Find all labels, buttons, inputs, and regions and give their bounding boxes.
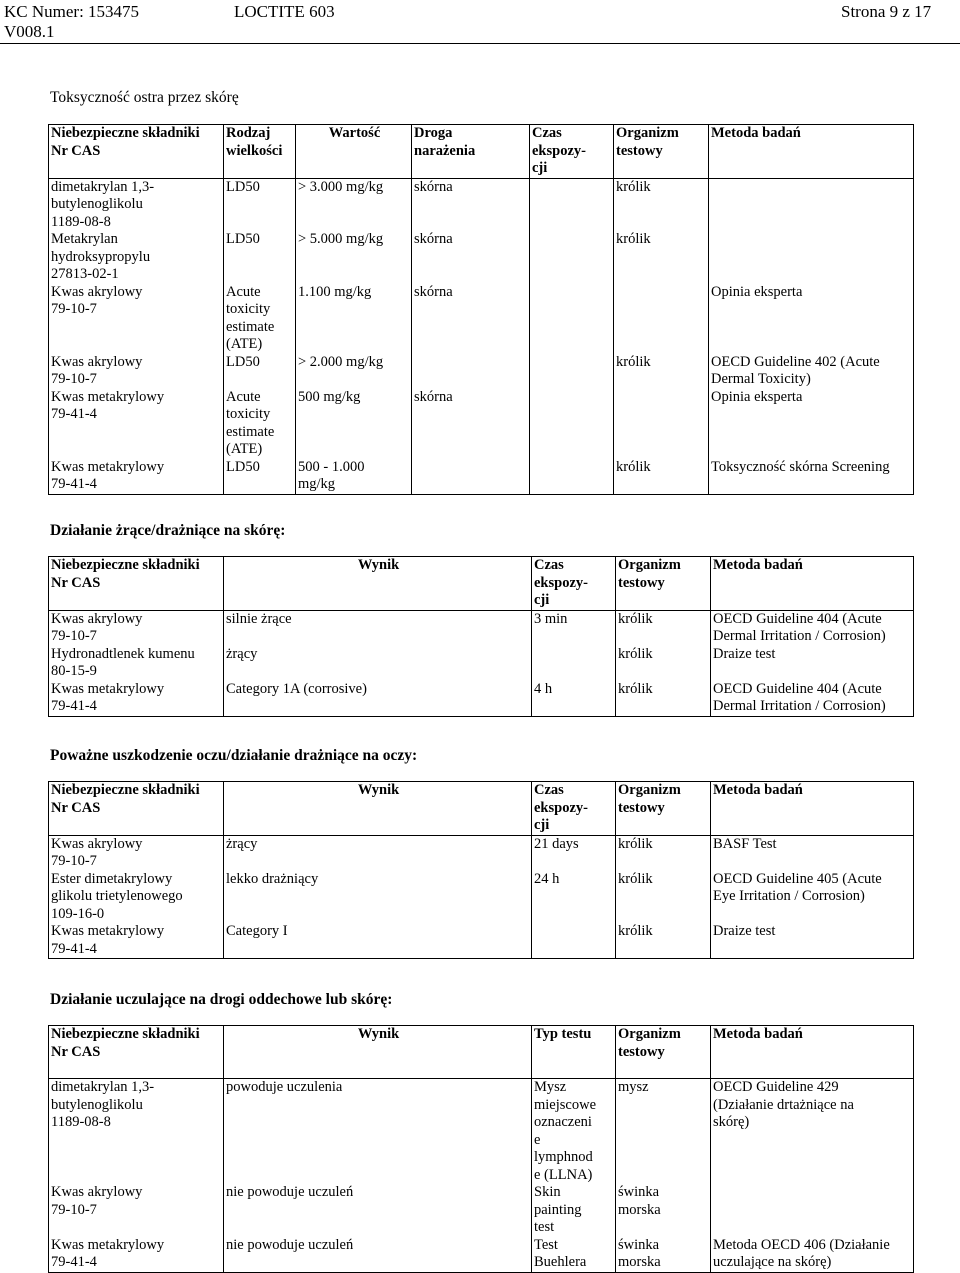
cell	[532, 646, 616, 681]
cell: Kwas metakrylowy 79-41-4	[49, 923, 224, 959]
cell: królik	[616, 681, 711, 717]
cell: Metoda OECD 406 (Działanie uczulające na skórę)	[711, 1237, 914, 1273]
cell: LD50	[224, 178, 296, 231]
cell: BASF Test	[711, 835, 914, 871]
cell: silnie żrące	[224, 610, 532, 646]
header-cell: Czas ekspozy- cji	[530, 125, 614, 179]
header-cell: Metoda badań	[711, 782, 914, 836]
cell: Kwas akrylowy 79-10-7	[49, 354, 224, 389]
cell: powoduje uczulenia	[224, 1079, 532, 1185]
cell	[530, 459, 614, 495]
cell: królik	[616, 871, 711, 924]
header-divider	[0, 43, 960, 44]
cell: królik	[616, 646, 711, 681]
cell: królik	[614, 459, 709, 495]
product-name: LOCTITE 603	[234, 2, 335, 21]
kc-number: KC Numer: 153475	[4, 2, 140, 21]
cell: Metakrylan hydroksypropylu 27813-02-1	[49, 231, 224, 284]
table-row	[49, 646, 914, 681]
header-cell: Typ testu	[532, 1026, 616, 1079]
cell	[709, 178, 914, 231]
header-cell: Metoda badań	[711, 557, 914, 611]
cell: Mysz miejscowe oznaczeni e lymphnod e (LLNA)	[532, 1079, 616, 1185]
header-cell: Organizm testowy	[616, 782, 711, 836]
cell: Acute toxicity estimate (ATE)	[224, 389, 296, 459]
cell: > 2.000 mg/kg	[296, 354, 412, 389]
cell	[530, 231, 614, 284]
header-cell: Rodzaj wielkości	[224, 125, 296, 179]
cell: skórna	[412, 389, 530, 459]
cell: królik	[614, 178, 709, 231]
cell: Kwas akrylowy 79-10-7	[49, 610, 224, 646]
cell: nie powoduje uczuleń	[224, 1237, 532, 1273]
cell: Opinia eksperta	[709, 284, 914, 354]
cell: Ester dimetakrylowy glikolu trietylenowego 109-16-0	[49, 871, 224, 924]
cell: królik	[616, 610, 711, 646]
header-cell: Czas ekspozy- cji	[532, 782, 616, 836]
cell: mysz	[616, 1079, 711, 1185]
cell: Test Buehlera	[532, 1237, 616, 1273]
cell: Hydronadtlenek kumenu 80-15-9	[49, 646, 224, 681]
cell: Kwas akrylowy 79-10-7	[49, 284, 224, 354]
cell: świnka morska	[616, 1184, 711, 1237]
section-title-sensitization: Działanie uczulające na drogi oddechowe lub skórę:	[50, 991, 393, 1008]
table-row	[49, 610, 914, 646]
cell: 24 h	[532, 871, 616, 924]
cell: Kwas metakrylowy 79-41-4	[49, 459, 224, 495]
cell: skórna	[412, 231, 530, 284]
table-header-row	[49, 782, 914, 836]
cell: 21 days	[532, 835, 616, 871]
header-cell: Czas ekspozy- cji	[532, 557, 616, 611]
header-cell: Niebezpieczne składniki Nr CAS	[49, 782, 224, 836]
table-row	[49, 871, 914, 924]
cell: dimetakrylan 1,3- butylenoglikolu 1189-08-8	[49, 178, 224, 231]
cell: 3 min	[532, 610, 616, 646]
table-row	[49, 178, 914, 231]
cell: OECD Guideline 405 (Acute Eye Irritation / Corrosion)	[711, 871, 914, 924]
table-row	[49, 923, 914, 959]
cell: > 3.000 mg/kg	[296, 178, 412, 231]
cell	[530, 284, 614, 354]
table-header-row	[49, 557, 914, 611]
table-row	[49, 1079, 914, 1185]
cell: Kwas akrylowy 79-10-7	[49, 835, 224, 871]
header-cell: Niebezpieczne składniki Nr CAS	[49, 1026, 224, 1079]
cell: Opinia eksperta	[709, 389, 914, 459]
header-cell: Wynik	[224, 1026, 532, 1079]
cell: Kwas metakrylowy 79-41-4	[49, 681, 224, 717]
cell: Kwas akrylowy 79-10-7	[49, 1184, 224, 1237]
table-row	[49, 835, 914, 871]
header-cell: Organizm testowy	[616, 557, 711, 611]
eye-irritation-table	[48, 781, 914, 959]
cell: królik	[614, 354, 709, 389]
cell: Draize test	[711, 923, 914, 959]
table-header-row	[49, 1026, 914, 1079]
cell: Acute toxicity estimate (ATE)	[224, 284, 296, 354]
cell	[412, 459, 530, 495]
table-header-row	[49, 125, 914, 179]
table-row	[49, 354, 914, 389]
header-cell: Metoda badań	[709, 125, 914, 179]
cell: dimetakrylan 1,3- butylenoglikolu 1189-08-8	[49, 1079, 224, 1185]
cell: LD50	[224, 354, 296, 389]
cell: OECD Guideline 429 (Działanie drtażniące na skórę)	[711, 1079, 914, 1185]
cell: LD50	[224, 231, 296, 284]
table-row	[49, 681, 914, 717]
skin-corrosion-table	[48, 556, 914, 717]
cell: OECD Guideline 402 (Acute Dermal Toxicity)	[709, 354, 914, 389]
cell: królik	[616, 923, 711, 959]
header-cell: Organizm testowy	[614, 125, 709, 179]
cell: 1.100 mg/kg	[296, 284, 412, 354]
cell: 500 mg/kg	[296, 389, 412, 459]
cell: OECD Guideline 404 (Acute Dermal Irritation / Corrosion)	[711, 681, 914, 717]
cell: Toksyczność skórna Screening	[709, 459, 914, 495]
cell	[412, 354, 530, 389]
cell: > 5.000 mg/kg	[296, 231, 412, 284]
cell: Skin painting test	[532, 1184, 616, 1237]
cell: LD50	[224, 459, 296, 495]
cell: królik	[614, 231, 709, 284]
cell: Draize test	[711, 646, 914, 681]
cell: świnka morska	[616, 1237, 711, 1273]
table-row	[49, 1237, 914, 1273]
cell: OECD Guideline 404 (Acute Dermal Irritation / Corrosion)	[711, 610, 914, 646]
table-row	[49, 1184, 914, 1237]
header-cell: Wartość	[296, 125, 412, 179]
header-cell: Metoda badań	[711, 1026, 914, 1079]
cell: żrący	[224, 646, 532, 681]
cell	[711, 1184, 914, 1237]
cell	[614, 389, 709, 459]
acute-toxicity-table	[48, 124, 914, 495]
table-row	[49, 459, 914, 495]
table-row	[49, 389, 914, 459]
section-title-acute-skin: Toksyczność ostra przez skórę	[50, 89, 239, 106]
header-cell: Niebezpieczne składniki Nr CAS	[49, 125, 224, 179]
table-row	[49, 231, 914, 284]
cell	[532, 923, 616, 959]
page-header	[0, 0, 960, 44]
cell	[530, 389, 614, 459]
cell: Kwas metakrylowy 79-41-4	[49, 389, 224, 459]
cell: skórna	[412, 284, 530, 354]
cell: lekko drażniący	[224, 871, 532, 924]
cell	[530, 178, 614, 231]
cell	[709, 231, 914, 284]
table-row	[49, 284, 914, 354]
cell: skórna	[412, 178, 530, 231]
cell: 4 h	[532, 681, 616, 717]
cell: królik	[616, 835, 711, 871]
header-cell: Wynik	[224, 557, 532, 611]
section-title-eye: Poważne uszkodzenie oczu/działanie drażniące na oczy:	[50, 747, 418, 764]
version: V008.1	[4, 22, 55, 41]
cell	[530, 354, 614, 389]
page-number: Strona 9 z 17	[841, 2, 932, 21]
cell: 500 - 1.000 mg/kg	[296, 459, 412, 495]
cell: Category 1A (corrosive)	[224, 681, 532, 717]
header-cell: Niebezpieczne składniki Nr CAS	[49, 557, 224, 611]
header-cell: Droga narażenia	[412, 125, 530, 179]
sensitization-table	[48, 1025, 914, 1273]
header-cell: Organizm testowy	[616, 1026, 711, 1079]
cell	[614, 284, 709, 354]
section-title-corrosive-skin: Działanie żrące/drażniące na skórę:	[50, 522, 286, 539]
cell: Category I	[224, 923, 532, 959]
cell: nie powoduje uczuleń	[224, 1184, 532, 1237]
cell: Kwas metakrylowy 79-41-4	[49, 1237, 224, 1273]
cell: żrący	[224, 835, 532, 871]
header-cell: Wynik	[224, 782, 532, 836]
